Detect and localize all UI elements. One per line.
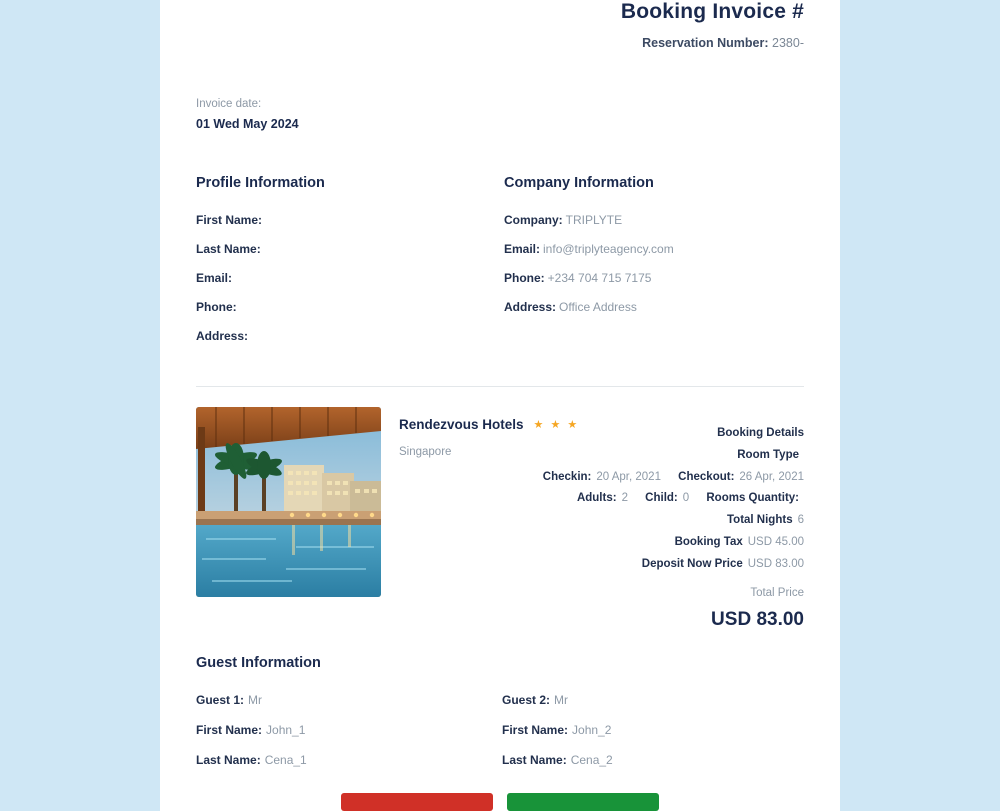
guest-2-title-row (502, 693, 804, 707)
profile-email (196, 271, 500, 285)
profile-address (196, 329, 500, 343)
guest-1-index-label: Guest 1: (196, 693, 245, 707)
total-price-amount: USD 83.00 (711, 609, 804, 630)
guest-information (196, 655, 804, 783)
checkin-label: Checkin: (542, 470, 592, 483)
profile-information (196, 175, 500, 358)
information-section (196, 175, 804, 358)
profile-phone (196, 300, 500, 314)
company-phone (504, 271, 804, 285)
company-email-value: info@triplyteagency.com (543, 242, 674, 256)
guest-1-title-row (196, 693, 498, 707)
section-divider (196, 386, 804, 387)
guest-2-last-name-value: Cena_2 (570, 753, 613, 767)
company-email-label: Email: (504, 242, 541, 256)
hotel-booking-block (196, 407, 804, 630)
company-phone-value: +234 704 715 7175 (547, 271, 652, 285)
child-value: 0 (682, 492, 690, 505)
profile-last-name (196, 242, 500, 256)
invoice-page (160, 0, 840, 811)
guest-1-first-name-row (196, 723, 498, 737)
invoice-header (196, 0, 804, 66)
profile-title: Profile Information (196, 175, 325, 191)
guest-information-title: Guest Information (196, 655, 321, 671)
total-nights-label: Total Nights (727, 514, 793, 527)
invoice-date (196, 98, 804, 131)
company-address-label: Address: (504, 300, 557, 314)
action-buttons (196, 793, 804, 811)
booking-tax-label: Booking Tax (674, 535, 743, 548)
profile-address-label: Address: (196, 329, 249, 343)
reservation-value: 2380- (772, 36, 804, 50)
booking-tax-value: USD 45.00 (747, 535, 804, 548)
company-address (504, 300, 804, 314)
company-title: Company Information (504, 175, 654, 191)
profile-last-name-label: Last Name: (196, 242, 261, 256)
company-address-value: Office Address (559, 300, 637, 314)
invoice-content (196, 0, 804, 811)
stay-dates-row (504, 471, 804, 485)
guest-columns (196, 693, 804, 783)
guest-1-last-name-value: Cena_1 (264, 753, 307, 767)
total-price-block (711, 587, 804, 631)
star-rating-icon: ★ ★ ★ (533, 419, 580, 431)
confirm-button[interactable] (507, 793, 659, 811)
checkin-value: 20 Apr, 2021 (596, 470, 661, 483)
adults-value: 2 (621, 492, 628, 505)
profile-first-name (196, 213, 500, 227)
guest-1-last-name-row (196, 753, 498, 767)
total-nights-row (504, 514, 804, 528)
guest-1-first-name-value: John_1 (266, 723, 306, 737)
company-phone-label: Phone: (504, 271, 545, 285)
company-name (504, 213, 804, 227)
child-label: Child: (645, 492, 678, 505)
guest-2-title-value: Mr (554, 693, 569, 707)
checkout-label: Checkout: (678, 470, 735, 483)
booking-tax-row (504, 536, 804, 550)
company-information (500, 175, 804, 358)
guest-2-last-name-label: Last Name: (502, 753, 567, 767)
total-price-label: Total Price (750, 587, 804, 599)
invoice-date-value: 01 Wed May 2024 (196, 117, 299, 131)
profile-first-name-label: First Name: (196, 213, 263, 227)
company-name-value: TRIPLYTE (565, 213, 623, 227)
company-email (504, 242, 804, 256)
guest-2-index-label: Guest 2: (502, 693, 551, 707)
hotel-city: Singapore (399, 446, 452, 458)
room-type-row (504, 449, 804, 463)
deposit-row (504, 558, 804, 572)
reservation-label: Reservation Number: (642, 36, 769, 50)
checkout-value: 26 Apr, 2021 (739, 470, 804, 483)
deposit-value: USD 83.00 (747, 557, 804, 570)
reservation-number (642, 36, 804, 50)
invoice-date-label: Invoice date: (196, 98, 262, 110)
booking-details (504, 427, 804, 580)
page-title: Booking Invoice # (620, 0, 804, 23)
room-type-label: Room Type (737, 448, 799, 461)
deposit-label: Deposit Now Price (641, 557, 743, 570)
total-nights-value: 6 (797, 514, 804, 527)
guest-1 (196, 693, 498, 783)
guest-2-first-name-row (502, 723, 804, 737)
guest-2-first-name-label: First Name: (502, 723, 569, 737)
booking-details-heading: Booking Details (717, 427, 804, 439)
guest-2 (498, 693, 804, 783)
occupancy-row (504, 492, 804, 506)
hotel-name: Rendezvous Hotels (399, 417, 524, 432)
company-name-label: Company: (504, 213, 563, 227)
hotel-photo (196, 407, 381, 597)
guest-1-title-value: Mr (248, 693, 263, 707)
adults-label: Adults: (576, 492, 617, 505)
guest-1-first-name-label: First Name: (196, 723, 263, 737)
guest-2-last-name-row (502, 753, 804, 767)
guest-2-first-name-value: John_2 (572, 723, 612, 737)
rooms-quantity-label: Rooms Quantity: (706, 492, 799, 505)
profile-phone-label: Phone: (196, 300, 237, 314)
cancel-button[interactable] (341, 793, 493, 811)
guest-1-last-name-label: Last Name: (196, 753, 261, 767)
profile-email-label: Email: (196, 271, 233, 285)
